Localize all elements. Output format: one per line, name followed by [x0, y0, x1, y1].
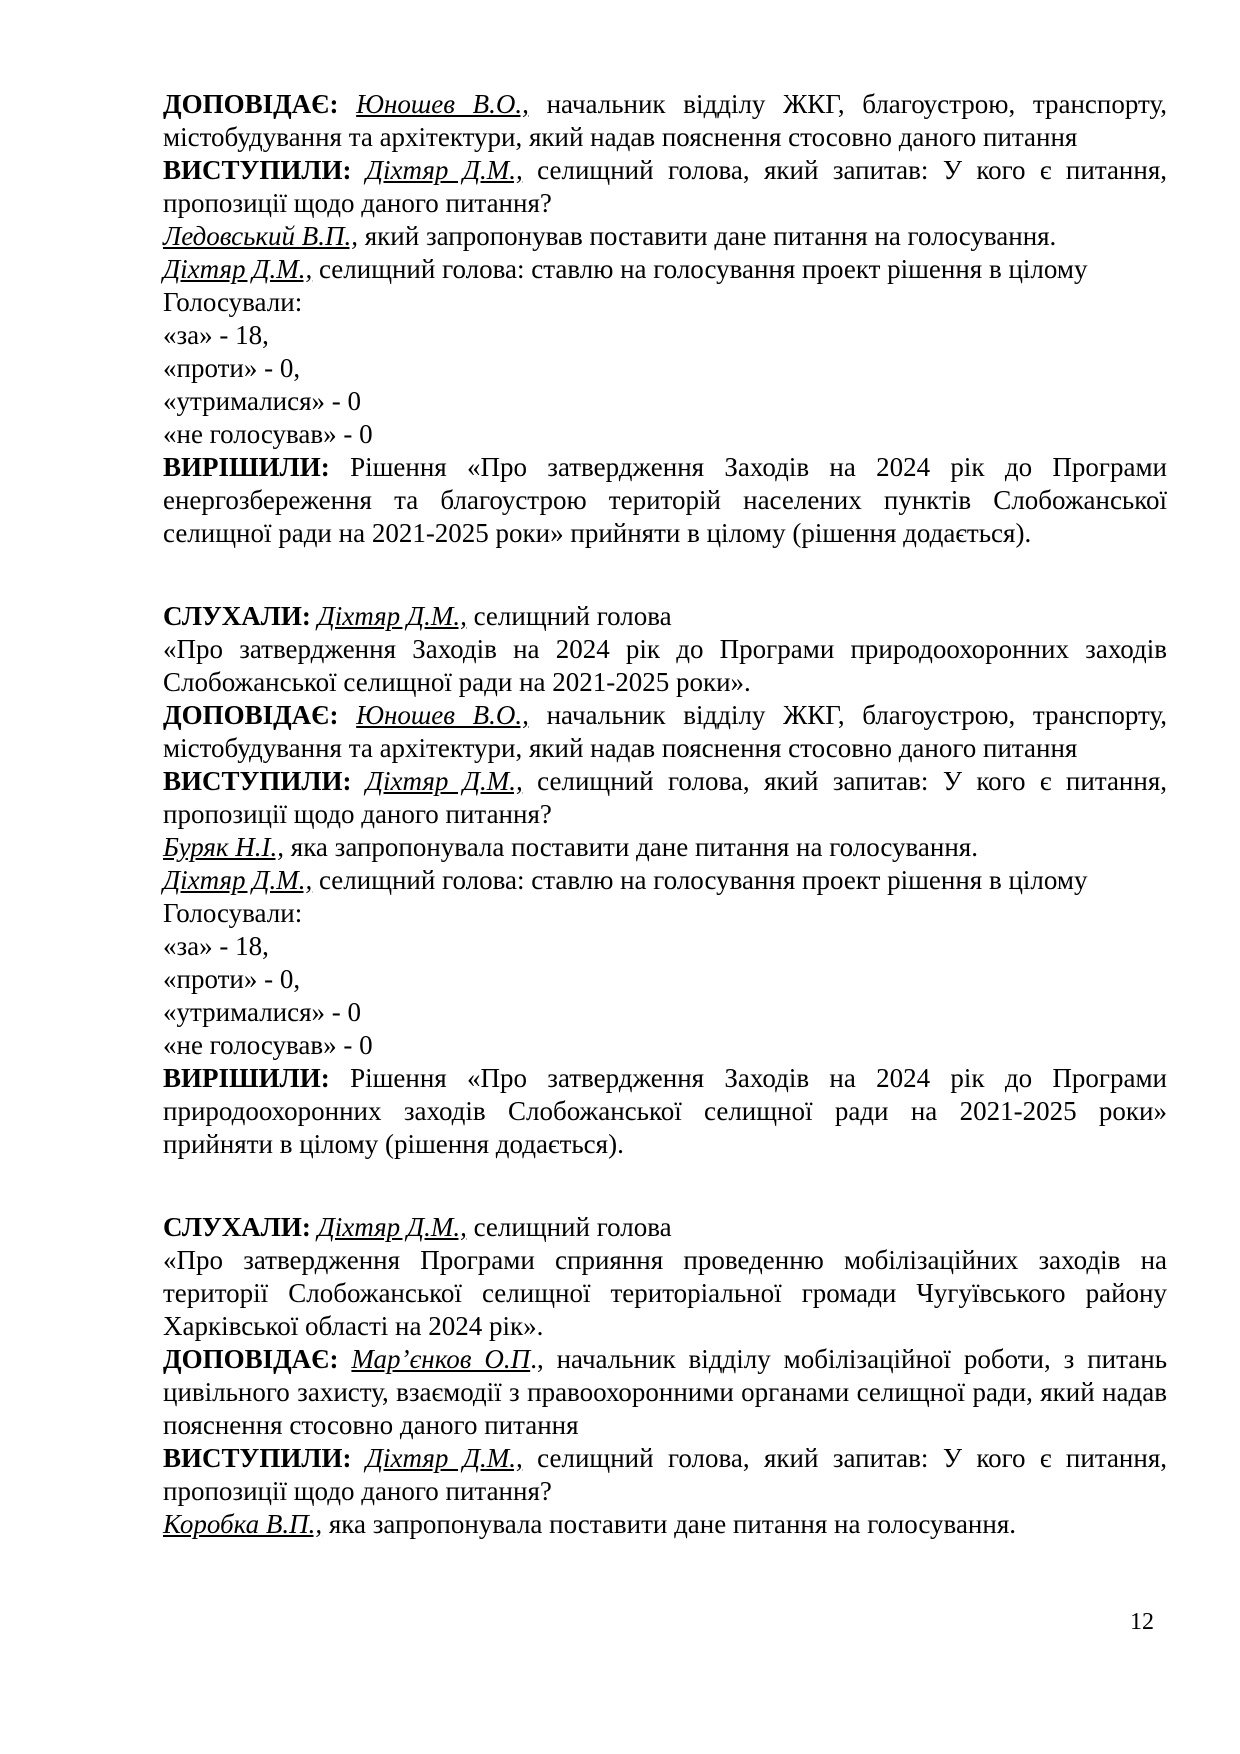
speakers-label: ВИСТУПИЛИ: [163, 766, 352, 796]
reporter-label: ДОПОВІДАЄ: [163, 700, 339, 730]
speaker-text: селищний голова, який запитав: У кого є питання, пропозиції щодо даного питання? [163, 155, 1168, 218]
vote-not-voted: «не голосував» - 0 [163, 419, 373, 449]
vote-against: «проти» - 0, [163, 353, 301, 383]
heard-paragraph [163, 1211, 1167, 1244]
proposer-name: Ледовський В.П., [163, 221, 359, 251]
reporter-name: Юношев В.О., [356, 700, 529, 730]
speakers-paragraph [163, 154, 1167, 220]
speaker-name: Діхтяр Д.М., [365, 1443, 523, 1473]
chair-name: Діхтяр Д.М., [163, 865, 313, 895]
chair-paragraph [163, 864, 1167, 897]
proposal-text: яка запропонувала поставити дане питання на голосування. [284, 832, 978, 862]
decision-paragraph [163, 451, 1167, 550]
vote-not-voted: «не голосував» - 0 [163, 1030, 373, 1060]
proposal-paragraph [163, 1508, 1167, 1541]
reporter-label: ДОПОВІДАЄ: [163, 1344, 339, 1374]
proposal-text: яка запропонувала поставити дане питання на голосування. [322, 1509, 1016, 1539]
voted-heading: Голосували: [163, 898, 303, 928]
vote-for: «за» - 18, [163, 931, 269, 961]
reporter-paragraph [163, 88, 1167, 154]
reporter-text: начальник відділу ЖКГ, благоустрою, транспорту, містобудування та архітектури, який надав пояснення стосовно даного питання [163, 89, 1167, 152]
proposal-paragraph [163, 220, 1167, 253]
heard-label: СЛУХАЛИ: [163, 1212, 311, 1242]
reporter-name: Юношев В.О., [356, 89, 529, 119]
proposer-name: Коробка В.П., [163, 1509, 323, 1539]
heard-text: селищний голова [466, 601, 672, 631]
chair-text: селищний голова: ставлю на голосування проект рішення в цілому [312, 254, 1088, 284]
heard-label: СЛУХАЛИ: [163, 601, 311, 631]
topic-paragraph: «Про затвердження Заходів на 2024 рік до Програми природоохоронних заходів Слобожанської селищної ради на 2021-2025 роки». [163, 634, 1167, 697]
proposal-text: який запропонував поставити дане питання на голосування. [358, 221, 1057, 251]
heard-text: селищний голова [466, 1212, 672, 1242]
heard-name: Діхтяр Д.М., [317, 601, 467, 631]
speaker-name: Діхтяр Д.М., [365, 155, 523, 185]
vote-abstain: «утрималися» - 0 [163, 997, 362, 1027]
speakers-paragraph [163, 1442, 1167, 1508]
chair-paragraph [163, 253, 1167, 286]
speakers-paragraph [163, 765, 1167, 831]
chair-name: Діхтяр Д.М., [163, 254, 313, 284]
section-gap [163, 1161, 1167, 1211]
heard-paragraph [163, 600, 1167, 633]
section-gap [163, 550, 1167, 600]
proposal-paragraph [163, 831, 1167, 864]
vote-for: «за» - 18, [163, 320, 269, 350]
speakers-label: ВИСТУПИЛИ: [163, 155, 352, 185]
reporter-name: Мар’єнков О.П [351, 1344, 531, 1374]
topic-paragraph: «Про затвердження Програми сприяння проведенню мобілізаційних заходів на території Слобожанської селищної територіальної громади Чугуївського району Харківської області на 2024 рік». [163, 1245, 1167, 1341]
decision-text: Рішення «Про затвердження Заходів на 2024 рік до Програми природоохоронних заходів Слобожанської селищної ради на 2021-2025 роки» прийняти в цілому (рішення додається). [163, 1063, 1167, 1159]
page-number: 12 [1130, 1609, 1154, 1635]
decision-text: Рішення «Про затвердження Заходів на 2024 рік до Програми енергозбереження та благоустрою територій населених пунктів Слобожанської селищної ради на 2021-2025 роки» прийняти в цілому (рішення додається). [163, 452, 1167, 548]
decision-label: ВИРІШИЛИ: [163, 1063, 330, 1093]
decision-paragraph [163, 1062, 1167, 1161]
speaker-text: селищний голова, який запитав: У кого є питання, пропозиції щодо даного питання? [163, 766, 1168, 829]
reporter-text: начальник відділу ЖКГ, благоустрою, транспорту, містобудування та архітектури, який надав пояснення стосовно даного питання [163, 700, 1167, 763]
proposer-name: Буряк Н.І., [163, 832, 285, 862]
speaker-text: селищний голова, який запитав: У кого є питання, пропозиції щодо даного питання? [163, 1443, 1168, 1506]
decision-label: ВИРІШИЛИ: [163, 452, 330, 482]
heard-name: Діхтяр Д.М., [317, 1212, 467, 1242]
voted-heading: Голосували: [163, 287, 303, 317]
chair-text: селищний голова: ставлю на голосування проект рішення в цілому [312, 865, 1088, 895]
speakers-label: ВИСТУПИЛИ: [163, 1443, 352, 1473]
reporter-paragraph [163, 1343, 1167, 1442]
reporter-label: ДОПОВІДАЄ: [163, 89, 339, 119]
vote-abstain: «утрималися» - 0 [163, 386, 362, 416]
document-page [163, 88, 1167, 1541]
reporter-paragraph [163, 699, 1167, 765]
speaker-name: Діхтяр Д.М., [365, 766, 523, 796]
vote-against: «проти» - 0, [163, 964, 301, 994]
reporter-text: ., начальник відділу мобілізаційної роботи, з питань цивільного захисту, взаємодії з правоохоронними органами селищної ради, який надав пояснення стосовно даного питання [163, 1344, 1168, 1440]
